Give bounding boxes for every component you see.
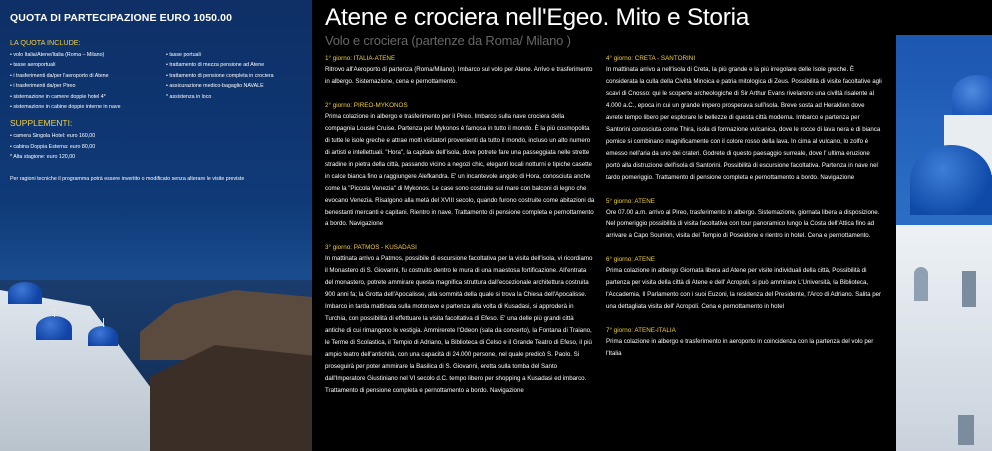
blue-dome bbox=[910, 145, 992, 215]
dome-cross bbox=[103, 318, 104, 327]
day-heading: 3° giorno: PATMOS - KUSADASI bbox=[325, 244, 417, 252]
includes-title: LA QUOTA INCLUDE: bbox=[10, 38, 81, 47]
day-text: In mattinata arrivo a Patmos, possibile di escursione facoltativa per la visita dell'isola, vi ricordiamo il Monastero di S. Giovanni, fu costruito dentro le mura di una maestosa fortificazione. All'entrata del monastero, potrete ammirare questa magnifica struttura dall'eccezionale architettura costruita 900 anni fa; la Grotta dell'Apocalisse, alla sommità della quale si trova la Chiesa dell'Apocalisse. Imbarco in tarda mattinata sulla motonave e partenza alla volta di Kusadasi, si approderà in Turchia, con possibilità di effettuare la visita facoltativa di Efeso. E' una delle più grandi città antiche di cui rimangono le vestigia. Ammirerete l'Odeon (sala da concerto), la Fontana di Traiano, le Terme di Scolastica, il Tempio di Adriano, la Biblioteca di Celso e il Grande Teatro di Efeso, il più ampio teatro dell'antichità, con una capacità di 24.000 persone, nel quale predicò S. Paolo. Si proseguirà per poter ammirare la Basilica di S. Giovanni, eretta sulla tomba del Santo dall'Imperatore Giustiniano nel VI secolo d.C. tempo libero per shopping a Kusadasi ed imbarco. Trattamento di pensione completa e pernottamento a bordo. Navigazione bbox=[325, 255, 593, 394]
dome-cross bbox=[54, 308, 55, 317]
supplement-item: • cabina Doppia Esterna: euro 80,00 bbox=[10, 143, 96, 150]
include-item: • i trasferimenti da/per Pireo bbox=[10, 83, 76, 90]
itinerary-day bbox=[606, 198, 882, 243]
include-item: • i trasferimenti da/per l'aeroporto di Atene bbox=[10, 72, 109, 79]
itinerary-column-1 bbox=[325, 55, 595, 411]
blue-dome bbox=[952, 75, 992, 115]
include-item: • volo Italia/Atene/Italia (Roma – Milano) bbox=[10, 52, 105, 58]
arched-window bbox=[914, 267, 928, 301]
includes-column-1 bbox=[10, 50, 166, 112]
day-heading: 4° giorno: CRETA - SANTORINI bbox=[606, 55, 696, 62]
include-item: • trattamento di pensione completa in crociera bbox=[166, 72, 274, 79]
includes-column-2 bbox=[166, 50, 306, 112]
include-item: • assicurazione medico-bagaglio NAVALE bbox=[166, 83, 264, 90]
white-church bbox=[896, 225, 992, 451]
itinerary-day bbox=[606, 327, 882, 360]
itinerary-day bbox=[325, 244, 595, 396]
day-text: Prima colazione in albergo Giornata libera ad Atene per visite individuali della città, Possibilità di partenza per visita della città di Atene e dell' Acropoli, si può ammirare L'Università, la Biblioteca, l'Accademia, Il Parlamento con i suoi Euzoni, la residenza del Presidente, l'Arco di Adriano. Salita per una dettagliata visita dell' Acropoli. Cena e pernottamento in hotel bbox=[606, 267, 882, 311]
day-text: Prima colazione in albergo e trasferimento per il Pireo. Imbarco sulla nave crociera della compagnia Lousie Cruise. Partenza per Mykonos è famosa in tutto il mondo. È la più cosmopolita di tutte le isole greche e attrae molti visitatori provenienti da tutto il mondo, incluso un alto numero di artisti e intellettuali. "Hora", la capitale dell'isola, dove potrete fare una passeggiata nelle strette stradine in pietra della città, passando vicino a negozi chic, eleganti locali notturni e tipiche casette in calce bianca fino a raggiungere Alefkandra. E' un incantevole angolo di Hora, conosciuta anche come la "Piccola Venezia" di Mykonos. Le case sono costruite sul mare con balconi di legno che evocano Venezia. Risalgono alla metà del XVIII secolo, quando furono costruite come abitazioni da benestanti mercanti e capitani. Rientro in nave. Trattamento di pensione completa e pernottamento a bordo. Navigazione bbox=[325, 112, 595, 228]
supplement-item: * Alta stagione: euro 120,00 bbox=[10, 154, 76, 161]
program-note: Per ragioni tecniche il programma potrà essere invertito o modificato senza alterare le visite previste bbox=[10, 175, 245, 182]
santorini-photo-right bbox=[896, 35, 992, 451]
blue-dome bbox=[8, 282, 42, 304]
window bbox=[958, 415, 974, 445]
day-heading: 7° giorno: ATENE-ITALIA bbox=[606, 327, 676, 335]
include-item: * assistenza in loco bbox=[166, 93, 212, 100]
pricing-panel bbox=[0, 0, 312, 451]
day-heading: 1° giorno: ITALIA-ATENE bbox=[325, 55, 396, 62]
itinerary-day bbox=[325, 102, 595, 231]
itinerary-day bbox=[606, 55, 882, 184]
blue-dome bbox=[88, 326, 118, 346]
include-item: • tasse portuali bbox=[166, 52, 201, 58]
window bbox=[962, 271, 976, 307]
itinerary-day bbox=[325, 55, 595, 88]
day-text: In mattinata arrivo a nell'isola di Creta, la più grande e la più irregolare delle Isole greche. È considerata la culla della Civiltà Minoica e patria mitologica di Zeus. Possibilità di visite facoltative agli scavi di Cnosso: qui le scoperte archeologiche di Sir Arthur Evans rivelarono una civiltà risalente al 4.000 a.C., epoca in cui un grande impero prosperava sull'isola. Breve sosta ad Heraklion dove avrete tempo libero per esplorare le bellezze di questa città moderna. Imbarco e partenza per Santorini conosciuta come Thira, isola di formazione vulcanica, dove le rocce di lava nera e di bianca pomice si combinano magnificamente con il colore rosso della lava. In cima al vulcano, lo zolfo è emesso nell'aria da uno dei crateri. Godrete di questo paesaggio surreale, dove l' ultima eruzione portò alla distruzione dell'isola di Santorini. Possibilità di escursione facoltativa. Partenza in nave nel tardo pomeriggio. Trattamento di pensione completa e pernottamento a bordo. Navigazione bbox=[606, 66, 882, 181]
supplements-list bbox=[10, 131, 306, 162]
include-item: • sistemazione in camere doppie hotel 4* bbox=[10, 93, 106, 100]
include-item: • sistemazione in cabine doppie interne in nave bbox=[10, 104, 121, 111]
santorini-photo-left bbox=[0, 250, 312, 451]
supplement-item: • camera Singola Hotel: euro 160,00 bbox=[10, 133, 96, 140]
include-item: • trattamento di mezza pensione ad Atene bbox=[166, 62, 265, 69]
itinerary-column-2 bbox=[606, 55, 882, 374]
day-text: Ore 07.00 a.m. arrivo al Pireo, trasferimento in albergo. Sistemazione, giornata libera a disposizione. Nel pomeriggio possibilità di visita facoltativa con tour panoramico lungo la Costa dell'Attica fino ad arrivare a Capo Sounion, visita del Tempio di Poseidone e rientro in hotel. Cena e pernottamento. bbox=[606, 208, 880, 240]
includes-list bbox=[10, 50, 306, 112]
page-title: Atene e crociera nell'Egeo. Mito e Storia bbox=[325, 4, 750, 31]
supplements-title: SUPPLEMENTI: bbox=[10, 118, 73, 129]
include-item: • tasse aeroportuali bbox=[10, 62, 56, 69]
price-heading: QUOTA DI PARTECIPAZIONE EURO 1050.00 bbox=[10, 12, 233, 24]
itinerary-day bbox=[606, 256, 882, 313]
day-heading: 5° giorno: ATENE bbox=[606, 197, 655, 205]
day-heading: 6° giorno: ATENE bbox=[606, 256, 655, 264]
page-subtitle: Volo e crociera (partenze da Roma/ Milano ) bbox=[325, 33, 571, 48]
blue-dome bbox=[36, 316, 72, 340]
day-text: Prima colazione in albergo e trasferimento in aeroporto in coincidenza con la partenza del volo per l'Italia bbox=[606, 338, 874, 358]
day-heading: 2° giorno: PIREO-MYKONOS bbox=[325, 101, 408, 109]
day-text: Ritrovo all'Aeroporto di partenza (Roma/Milano). Imbarco sul volo per Atene. Arrivo e trasferimento in albergo. Sistemazione, cena e pernottamento. bbox=[325, 66, 593, 85]
